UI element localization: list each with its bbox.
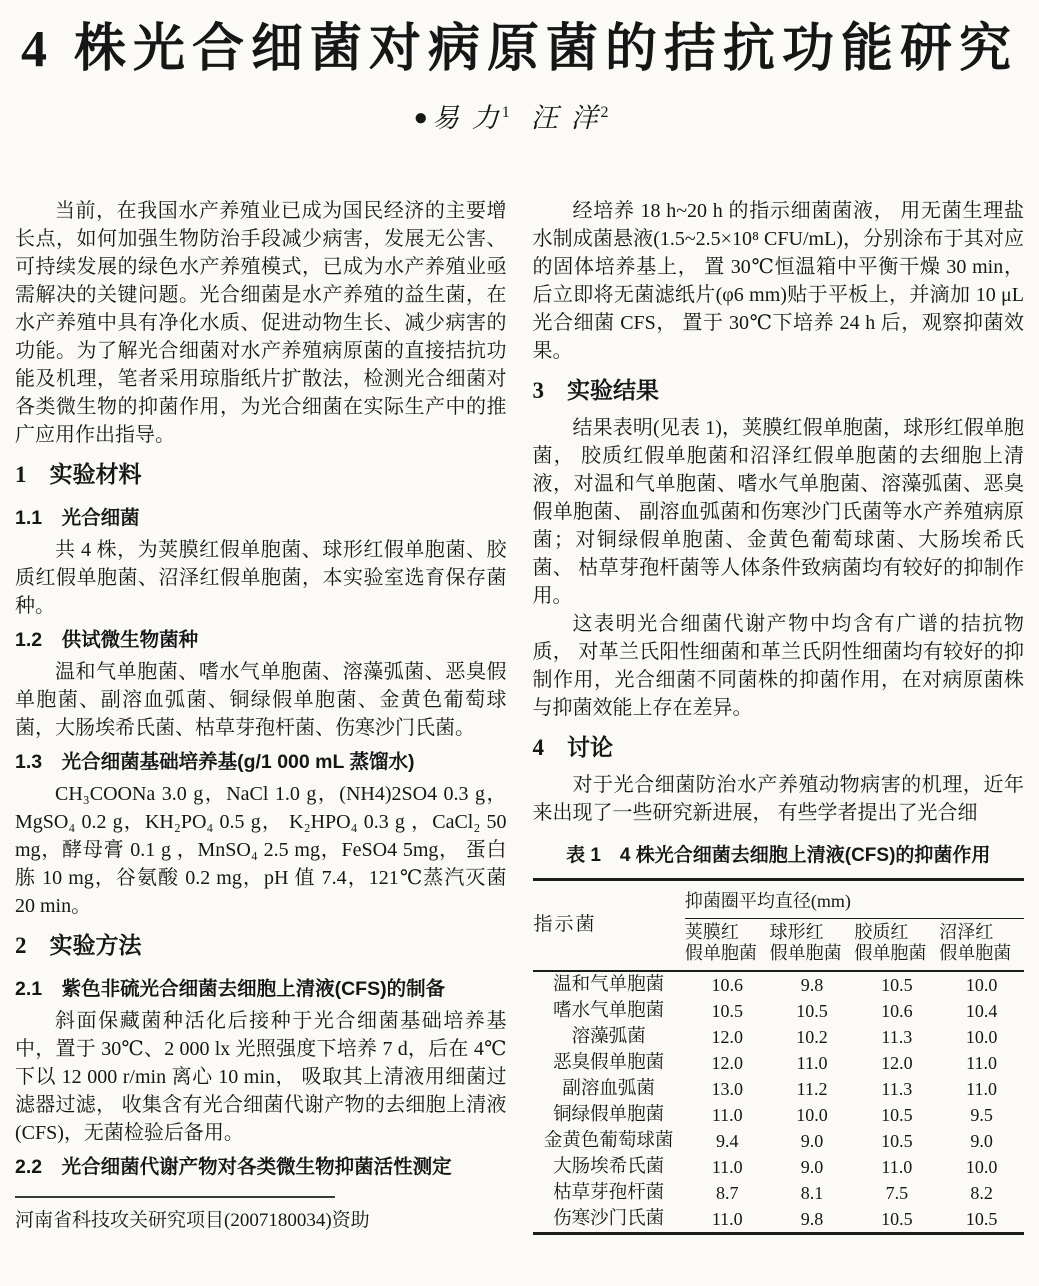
table-cell: 9.8 — [800, 974, 824, 995]
table-cell: 9.0 — [800, 1130, 824, 1151]
table-title: 表 1 4 株光合细菌去细胞上清液(CFS)的抑菌作用 — [566, 844, 991, 866]
author-line — [0, 96, 1039, 135]
section-2-1-text: 斜面保藏菌种活化后接种于光合细菌基础培养基中，置于 30℃、2 000 lx 光照强度下培养 7 d，后在 4℃下以 12 000 r/min 离心 10 min， 吸取其上清液用细菌过滤器过滤， 收集含有光合细菌代谢产物的去细胞上清液(CFS)，无菌检验后备用。 — [15, 1009, 507, 1144]
table-cell: 11.0 — [881, 1156, 913, 1177]
table-cell: 10.5 — [881, 1130, 913, 1151]
methods-paragraph: 经培养 18 h~20 h 的指示细菌菌液， 用无菌生理盐水制成菌悬液(1.5~2.5×10⁸ CFU/mL)，分别涂布于其对应的固体培养基上， 置 30℃恒温箱中平衡干燥 30 min，后立即将无菌滤纸片(φ6 mm)贴于平板上，并滴加 10 μL 光合细菌 CFS， 置于 30℃下培养 24 h 后，观察抑菌效果。 — [532, 199, 1024, 362]
table-cell: 9.0 — [800, 1156, 824, 1177]
table-header-strain-4 — [939, 918, 1024, 971]
table-cell: 11.0 — [711, 1104, 743, 1125]
indicator-name: 伤寒沙门氏菌 — [553, 1208, 665, 1229]
author-name-2: 汪 洋 — [530, 102, 601, 133]
table-row — [533, 1206, 1025, 1234]
table-header-strain-2 — [770, 918, 855, 971]
indicator-name: 铜绿假单胞菌 — [553, 1104, 665, 1125]
section-1-2-text: 温和气单胞菌、嗜水气单胞菌、溶藻弧菌、恶臭假单胞菌、副溶血弧菌、铜绿假单胞菌、金黄色葡萄球菌，大肠埃希氏菌、枯草芽孢杆菌、伤寒沙门氏菌。 — [15, 660, 507, 739]
author-name-1: 易 力 — [432, 102, 502, 133]
section-2-2-heading: 2.2 光合细菌代谢产物对各类微生物抑菌活性测定 — [15, 1155, 452, 1178]
table-cell: 10.5 — [881, 1104, 913, 1125]
indicator-name: 大肠埃希氏菌 — [553, 1156, 665, 1177]
table-header-strain-3 — [854, 918, 939, 971]
indicator-name: 副溶血弧菌 — [562, 1078, 655, 1099]
table-cell: 8.7 — [716, 1182, 739, 1203]
indicator-name: 温和气单胞菌 — [553, 974, 665, 995]
results-paragraph-1: 结果表明(见表 1)，荚膜红假单胞菌，球形红假单胞菌， 胶质红假单胞菌和沼泽红假单胞菌的去细胞上清液，对温和气单胞菌、嗜水气单胞菌、溶藻弧菌、恶臭假单胞菌、 副溶血弧菌和伤寒沙门氏菌等水产养殖病原菌；对铜绿假单胞菌、金黄色葡萄球菌、大肠埃希氏菌、 枯草芽孢杆菌等人体条件致病菌均有较好的抑制作用。 — [532, 416, 1024, 607]
table-cell: 10.2 — [796, 1026, 828, 1047]
indicator-name: 恶臭假单胞菌 — [553, 1052, 665, 1073]
indicator-name: 溶藻弧菌 — [571, 1026, 646, 1047]
left-column — [15, 197, 507, 1235]
table-cell: 11.0 — [711, 1156, 743, 1177]
table-cell: 10.6 — [881, 1000, 913, 1021]
paper-title: 4 株光合细菌对病原菌的拮抗功能研究 — [20, 21, 1018, 78]
table-row — [533, 1180, 1025, 1206]
strain-name-line2: 假单胞菌 — [684, 942, 757, 963]
author-affiliation-sup-1: 1 — [501, 103, 513, 121]
table-cell: 7.5 — [885, 1182, 909, 1203]
section-2-heading: 2 实验方法 — [15, 932, 142, 958]
strain-name-line1: 球形红 — [769, 921, 824, 942]
table-row — [533, 971, 1025, 998]
section-1-heading: 1 实验材料 — [15, 461, 142, 487]
section-1-2-heading: 1.2 供试微生物菌种 — [15, 628, 199, 651]
footnote-text: 河南省科技攻关研究项目(2007180034)资助 — [15, 1209, 370, 1231]
strain-name-line1: 胶质红 — [854, 921, 909, 942]
results-paragraph-2: 这表明光合细菌代谢产物中均含有广谱的拮抗物质， 对革兰氏阳性细菌和革兰氏阴性细菌均有较好的抑制作用，光合细菌不同菌株的抑菌作用，在对病原菌株与抑菌效能上存在差异。 — [532, 612, 1024, 719]
table-header — [533, 879, 1025, 971]
table-cell: 8.2 — [970, 1182, 993, 1203]
right-column — [533, 197, 1025, 1235]
table-row — [533, 1102, 1025, 1128]
strain-name-line2: 假单胞菌 — [769, 942, 842, 963]
discussion-paragraph: 对于光合细菌防治水产养殖动物病害的机理，近年来出现了一些研究新进展， 有些学者提出了光合细 — [532, 773, 1024, 824]
table-row — [533, 1076, 1025, 1102]
table-cell: 11.3 — [881, 1026, 913, 1047]
inhibition-table — [533, 878, 1025, 1235]
table-cell: 11.0 — [966, 1052, 998, 1073]
table-row — [533, 1154, 1025, 1180]
table-cell: 10.5 — [881, 974, 913, 995]
table-header-diameter: 抑菌圈平均直径(mm) — [685, 879, 1024, 918]
strain-name-line1: 沼泽红 — [939, 921, 994, 942]
table-cell: 11.0 — [711, 1208, 743, 1229]
table-cell: 11.0 — [966, 1078, 998, 1099]
footnote — [15, 1186, 507, 1235]
section-3-heading: 3 实验结果 — [532, 377, 659, 403]
table-row — [533, 1050, 1025, 1076]
author-affiliation-sup-2: 2 — [600, 103, 612, 121]
table-row — [533, 998, 1025, 1024]
table-row — [533, 1128, 1025, 1154]
table-cell: 10.6 — [711, 974, 743, 995]
indicator-name: 金黄色葡萄球菌 — [543, 1130, 674, 1151]
table-cell: 9.5 — [970, 1104, 993, 1125]
indicator-name: 枯草芽孢杆菌 — [553, 1182, 665, 1203]
author-bullet-icon: ● — [413, 104, 428, 131]
table-header-strain-1 — [685, 918, 770, 971]
two-column-body — [0, 197, 1039, 1253]
intro-paragraph: 当前，在我国水产养殖业已成为国民经济的主要增长点，如何加强生物防治手段减少病害，发展无公害、可持续发展的绿色水产养殖模式，已成为水产养殖业亟需解决的关键问题。光合细菌是水产养殖的益生菌，在水产养殖中具有净化水质、促进动物生长、减少病害的功能。为了解光合细菌对水产养殖病原菌的直接拮抗功能及机理，笔者采用琼脂纸片扩散法，检测光合细菌对各类微生物的抑菌作用，为光合细菌在实际生产中的推广应用作出指导。 — [15, 199, 507, 446]
strain-name-line2: 假单胞菌 — [939, 942, 1012, 963]
table-cell: 10.5 — [965, 1208, 998, 1229]
table-cell: 10.5 — [881, 1208, 913, 1229]
footnote-divider — [15, 1196, 335, 1198]
section-4-heading: 4 讨论 — [532, 734, 613, 760]
table-cell: 9.0 — [970, 1130, 993, 1151]
section-1-3-heading: 1.3 光合细菌基础培养基(g/1 000 mL 蒸馏水) — [15, 750, 415, 773]
table-cell: 12.0 — [711, 1052, 743, 1073]
table-cell: 12.0 — [881, 1052, 913, 1073]
table-cell: 10.0 — [965, 1026, 998, 1047]
section-1-1-text: 共 4 株，为荚膜红假单胞菌、球形红假单胞菌、胶质红假单胞菌、沼泽红假单胞菌，本实验室选育保存菌种。 — [15, 538, 507, 617]
table-cell: 13.0 — [711, 1078, 743, 1099]
table-cell: 11.0 — [796, 1052, 828, 1073]
table-1-block — [533, 836, 1025, 1235]
table-header-indicator: 指示菌 — [533, 914, 597, 936]
table-row — [533, 1024, 1025, 1050]
table-cell: 12.0 — [711, 1026, 743, 1047]
table-cell: 10.0 — [796, 1104, 828, 1125]
table-cell: 10.5 — [711, 1000, 743, 1021]
indicator-name: 嗜水气单胞菌 — [553, 1000, 665, 1021]
table-cell: 11.3 — [881, 1078, 913, 1099]
table-cell: 11.2 — [796, 1078, 828, 1099]
table-cell: 10.0 — [965, 974, 998, 995]
table-body — [533, 971, 1025, 1234]
section-1-1-heading: 1.1 光合细菌 — [15, 506, 140, 529]
table-cell: 8.1 — [800, 1182, 824, 1203]
section-1-3-text: CH₃COONa 3.0 g，NaCl 1.0 g，(NH4)2SO4 0.3 g，MgSO₄ 0.2 g，KH₂PO₄ 0.5 g， K₂HPO₄ 0.3 g ，CaCl₂ 50 mg，酵母膏 0.1 g ，MnSO₄ 2.5 mg，FeSO4 5mg， 蛋白胨 10 mg，谷氨酸 0.2 mg，pH 值 7.4，121℃蒸汽灭菌 20 min。 — [15, 782, 507, 917]
table-cell: 10.5 — [796, 1000, 828, 1021]
table-cell: 9.8 — [800, 1208, 824, 1229]
strain-name-line1: 荚膜红 — [684, 921, 739, 942]
table-cell: 10.0 — [965, 1156, 998, 1177]
section-2-1-heading: 2.1 紫色非硫光合细菌去细胞上清液(CFS)的制备 — [15, 977, 446, 1000]
strain-name-line2: 假单胞菌 — [854, 942, 927, 963]
table-cell: 9.4 — [716, 1130, 739, 1151]
table-cell: 10.4 — [965, 1000, 998, 1021]
